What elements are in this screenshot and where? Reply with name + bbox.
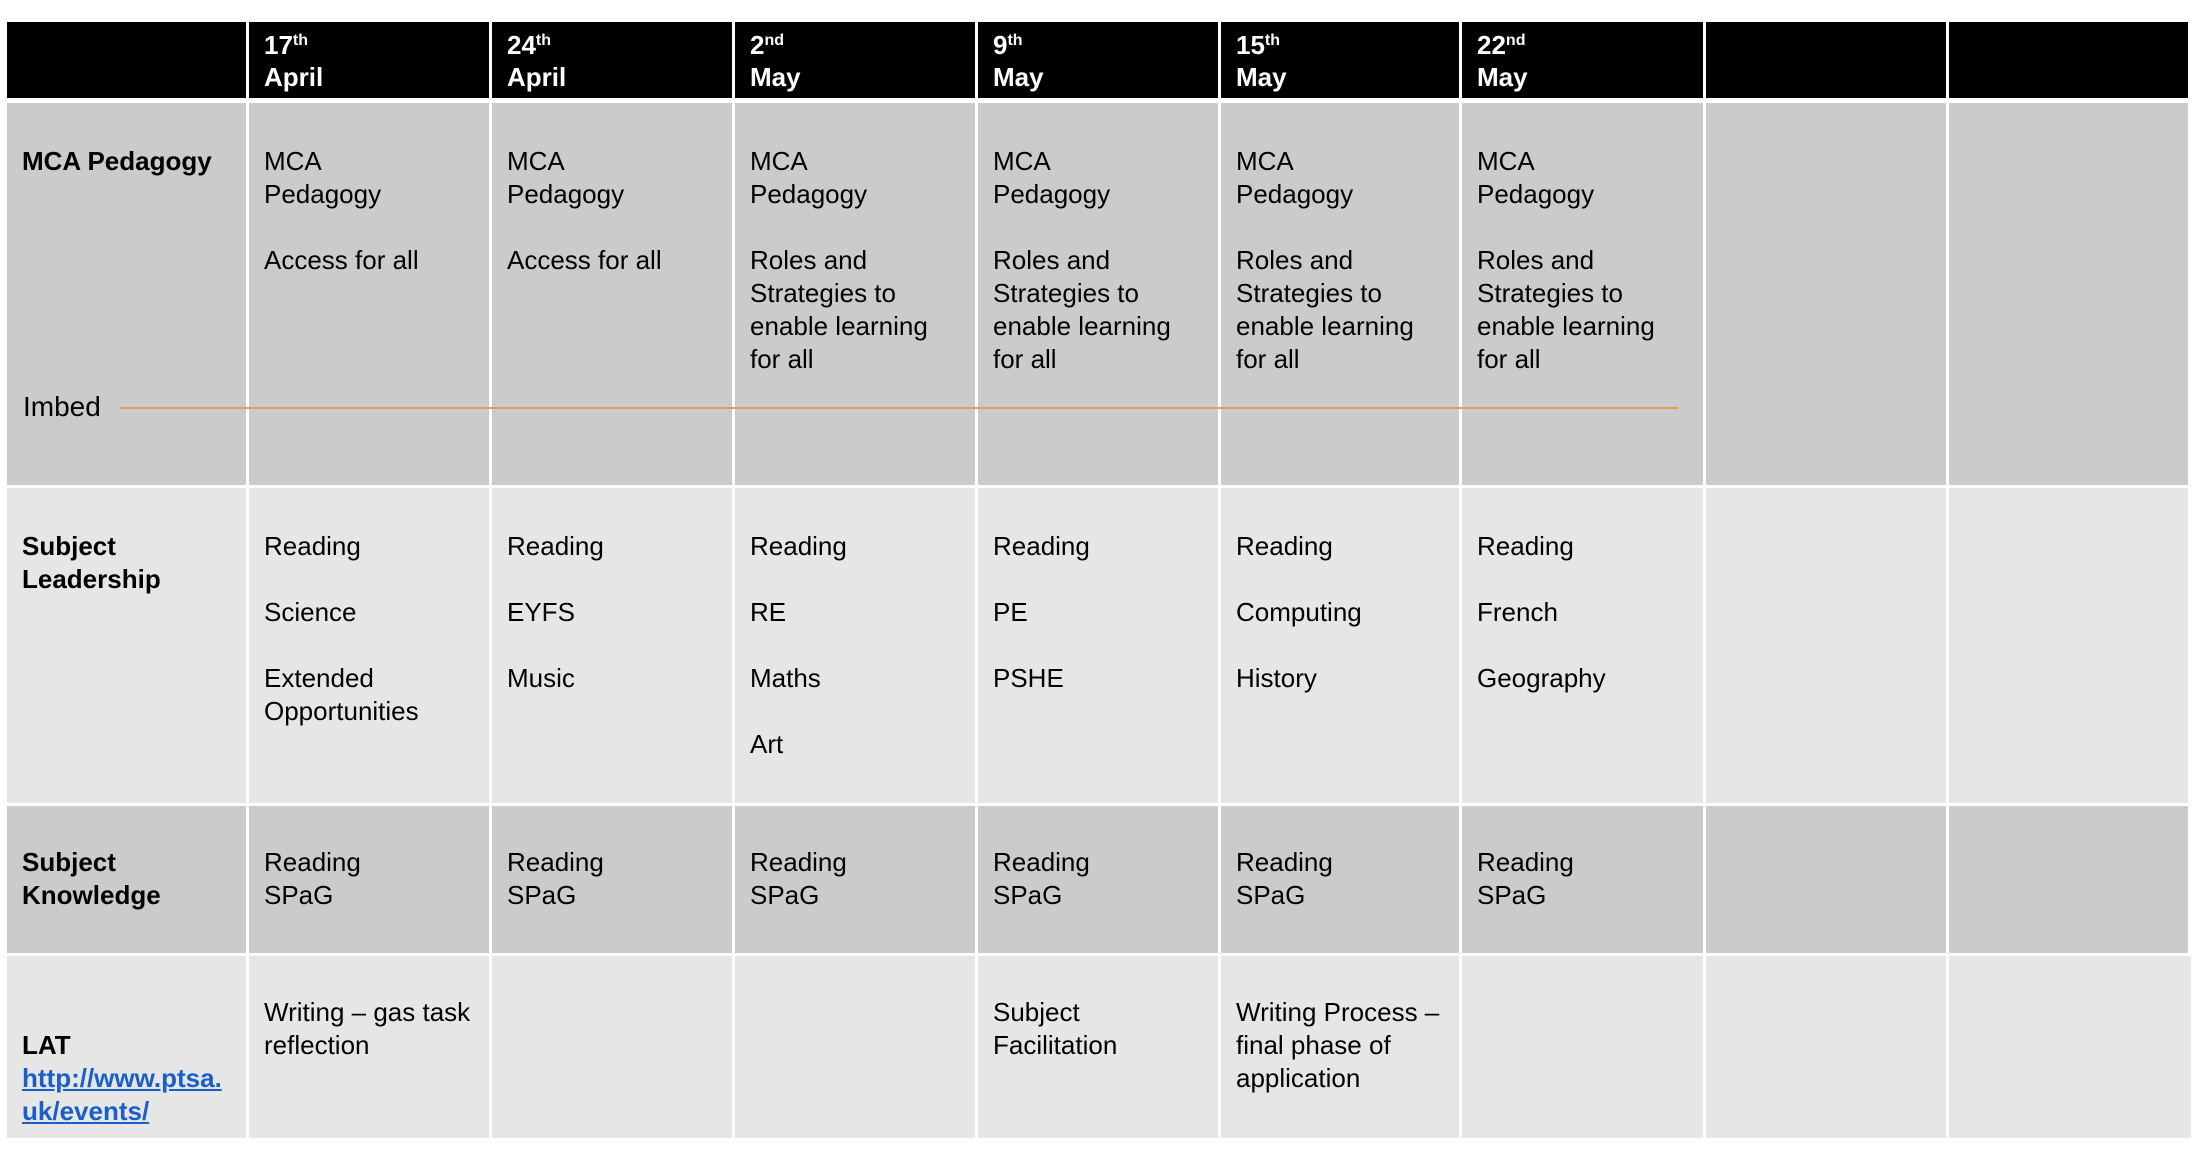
header-cell-date: 24th April <box>492 22 735 103</box>
table-cell <box>1462 956 1706 1141</box>
header-cell-date: 2nd May <box>735 22 978 103</box>
table-cell: Writing Process – final phase of application <box>1221 956 1462 1141</box>
table-cell <box>1706 488 1949 806</box>
header-cell-empty <box>1949 22 2191 103</box>
table-cell: Reading SPaG <box>1462 806 1706 956</box>
table-cell: MCA Pedagogy Roles and Strategies to enable learning for all <box>978 103 1221 488</box>
table-cell: MCA Pedagogy Access for all <box>249 103 492 488</box>
table-cell: Reading Science Extended Opportunities <box>249 488 492 806</box>
table-cell <box>492 956 735 1141</box>
table-cell: MCA Pedagogy Access for all <box>492 103 735 488</box>
row-label-lat-cell <box>7 956 249 1141</box>
row-label-lat: LAT <box>22 1030 71 1060</box>
table-cell: MCA Pedagogy Roles and Strategies to enable learning for all <box>1462 103 1706 488</box>
row-label-subject-leadership: Subject Leadership <box>7 488 249 806</box>
row-label-mca-pedagogy: MCA Pedagogy <box>7 103 249 488</box>
header-cell-empty <box>1706 22 1949 103</box>
table-cell: Reading Computing History <box>1221 488 1462 806</box>
header-cell-date: 22nd May <box>1462 22 1706 103</box>
table-cell <box>735 956 978 1141</box>
imbed-annotation-label: Imbed <box>23 391 101 422</box>
table-cell <box>1706 103 1949 488</box>
table-cell <box>1949 956 2191 1141</box>
table-cell: MCA Pedagogy Roles and Strategies to enable learning for all <box>1221 103 1462 488</box>
table-cell: Reading PE PSHE <box>978 488 1221 806</box>
header-cell-date: 17th April <box>249 22 492 103</box>
table-cell <box>1706 956 1949 1141</box>
table-cell <box>1949 103 2191 488</box>
table-cell: Reading SPaG <box>978 806 1221 956</box>
table-cell: Reading SPaG <box>1221 806 1462 956</box>
table-cell: Reading EYFS Music <box>492 488 735 806</box>
header-cell-date: 15th May <box>1221 22 1462 103</box>
schedule-table <box>7 22 2191 1141</box>
table-cell: Reading SPaG <box>492 806 735 956</box>
table-cell: Reading RE Maths Art <box>735 488 978 806</box>
table-cell <box>1949 488 2191 806</box>
table-cell: Reading SPaG <box>735 806 978 956</box>
header-cell-corner <box>7 22 249 103</box>
table-cell: Reading SPaG <box>249 806 492 956</box>
header-cell-date: 9th May <box>978 22 1221 103</box>
lat-events-link[interactable]: http://www.ptsa.uk/events/ <box>22 1063 222 1126</box>
row-label-subject-knowledge: Subject Knowledge <box>7 806 249 956</box>
table-cell <box>1949 806 2191 956</box>
table-cell: Subject Facilitation <box>978 956 1221 1141</box>
imbed-annotation-line <box>120 407 1678 409</box>
table-cell: MCA Pedagogy Roles and Strategies to enable learning for all <box>735 103 978 488</box>
table-cell: Writing – gas task reflection <box>249 956 492 1141</box>
table-cell: Reading French Geography <box>1462 488 1706 806</box>
table-cell <box>1706 806 1949 956</box>
